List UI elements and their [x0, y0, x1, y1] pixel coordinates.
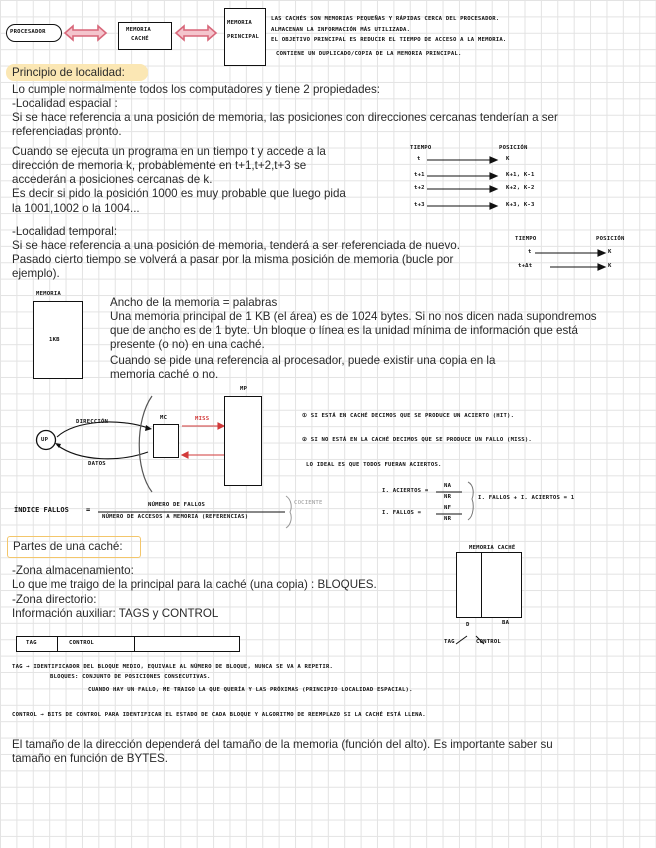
tbl2-header-time: TIEMPO: [515, 236, 537, 242]
cache-ba-label: BA: [502, 620, 510, 626]
temporal-text-2: Pasado cierto tiempo se volverá a pasar por la misma posición de memoria (bucle por: [12, 253, 454, 266]
cache-note-4: CONTIENE UN DUPLICADO/COPIA DE LA MEMORIA PRINCIPAL.: [276, 51, 462, 57]
tbl2-header-pos: POSICIÓN: [596, 236, 625, 242]
up-label: UP: [41, 437, 49, 443]
tbl1-row-pos: K+2, K-2: [506, 185, 535, 191]
tbl1-row-pos: K: [506, 156, 510, 162]
formula-num: NÚMERO DE FALLOS: [148, 502, 206, 508]
zone-directory-desc: Información auxiliar: TAGS y CONTROL: [12, 607, 219, 620]
sum-note: I. FALLOS + I. ACIERTOS = 1: [478, 495, 575, 501]
spatial-text-1: Si se hace referencia a una posición de memoria, las posiciones con direcciones cercanas tenderían a ser: [12, 111, 558, 124]
cache-diagram-divider: [481, 553, 482, 617]
tag-control-divider: [57, 637, 58, 651]
zone-directory-title: -Zona directorio:: [12, 593, 97, 606]
mp-label: MP: [240, 386, 248, 392]
cache-mc-box: [153, 424, 179, 458]
direccion-label: DIRECCIÓN: [76, 419, 109, 425]
tbl1-header-time: TIEMPO: [410, 145, 432, 151]
cache-control-label: CONTROL: [476, 639, 501, 645]
control-note: CONTROL → BITS DE CONTROL PARA IDENTIFICAR EL ESTADO DE CADA BLOQUE Y ALGORITMO DE REEMPLAZO SI LA CACHÉ ESTÁ LLENA.: [12, 712, 426, 718]
cache-note-1: LAS CACHÉS SON MEMORIAS PEQUEÑAS Y RÁPIDAS CERCA DEL PROCESADOR.: [271, 16, 500, 22]
final-text-2: tamaño en función de BYTES.: [12, 752, 168, 765]
memory-text-2: Una memoria principal de 1 KB (el área) es de 1024 bytes. Si no nos dicen nada supondremos: [110, 310, 597, 323]
tbl1-header-pos: POSICIÓN: [499, 145, 528, 151]
control-cell-label: CONTROL: [69, 640, 94, 646]
locality-heading: Principio de localidad:: [12, 66, 125, 79]
miss-note: ② SI NO ESTÁ EN LA CACHÉ DECIMOS QUE SE PRODUCE UN FALLO (MISS).: [302, 437, 532, 443]
aciertos-num: NA: [444, 483, 452, 489]
double-arrow-icon: [65, 26, 106, 40]
locality-intro: Lo cumple normalmente todos los computadores y tiene 2 propiedades:: [12, 83, 380, 96]
cache-diagram-title: MEMORIA CACHÉ: [469, 545, 516, 551]
memory-size: 1KB: [49, 337, 60, 343]
tag-control-divider: [134, 637, 135, 651]
aciertos-den: NR: [444, 494, 452, 500]
fallos-lhs: I. FALLOS =: [382, 510, 422, 516]
cache-tag-label: TAG: [444, 639, 455, 645]
cociente-label: COCIENTE: [294, 500, 323, 506]
spatial-text-2: referenciadas pronto.: [12, 125, 122, 138]
cache-label-1: MEMORIA: [126, 27, 151, 33]
formula-lhs: ÍNDICE FALLOS: [14, 506, 69, 514]
tbl1-row-pos: K+3, K-3: [506, 202, 535, 208]
tbl2-row-time: t+Δt: [518, 263, 533, 269]
double-arrow-icon: [176, 26, 216, 40]
mc-label: MC: [160, 415, 168, 421]
main-mp-box: [224, 396, 262, 486]
tag-control-strip: [16, 636, 240, 652]
main-memory-label-1: MEMORIA: [227, 20, 252, 26]
temporal-text-1: Si se hace referencia a una posición de memoria, tenderá a ser referenciada de nuevo.: [12, 239, 460, 252]
zone-storage-desc: Lo que me traigo de la principal para la caché (una copia) : BLOQUES.: [12, 578, 377, 591]
memory-text-3: que de ancho es de 1 byte. Un bloque o línea es la unidad mínima de información que está: [110, 324, 578, 337]
memory-text-6: memoria caché o no.: [110, 368, 219, 381]
fallos-num: NF: [444, 505, 452, 511]
example-2: dirección de memoria k, probablemente en t+1,t+2,t+3 se: [12, 159, 307, 172]
tbl2-row-time: t: [528, 249, 532, 255]
miss-label: MISS: [195, 416, 210, 422]
cache-note-2: ALMACENAN LA INFORMACIÓN MÁS UTILIZADA.: [271, 27, 411, 33]
formula-den: NÚMERO DE ACCESOS A MEMORIA (REFERENCIAS): [102, 514, 249, 520]
tag-note-3: CUANDO HAY UN FALLO, ME TRAIGO LA QUE QUERÍA Y LAS PRÓXIMAS (PRINCIPIO LOCALIDAD ESPACIAL).: [88, 687, 413, 693]
temporal-title: -Localidad temporal:: [12, 225, 118, 238]
tag-note-1: TAG → IDENTIFICADOR DEL BLOQUE MEDIO, EQUIVALE AL NÚMERO DE BLOQUE, NUNCA SE VA A REPETIR.: [12, 664, 334, 670]
tbl1-row-time: t+2: [414, 185, 425, 191]
memory-text-4: presente (o no) en una caché.: [110, 338, 265, 351]
example-1: Cuando se ejecuta un programa en un tiempo t y accede a la: [12, 145, 326, 158]
tbl1-row-pos: K+1, K-1: [506, 172, 535, 178]
example-5: la 1001,1002 o la 1004...: [12, 202, 140, 215]
cache-d-label: D: [466, 622, 470, 628]
cache-diagram-box: [456, 552, 522, 618]
memory-text-5: Cuando se pide una referencia al procesador, puede existir una copia en la: [110, 354, 496, 367]
tbl2-row-pos: K: [608, 263, 612, 269]
aciertos-lhs: I. ACIERTOS =: [382, 488, 429, 494]
temporal-text-3: ejemplo).: [12, 267, 60, 280]
example-3: accederán a posiciones cercanas de k.: [12, 173, 213, 186]
zone-storage-title: -Zona almacenamiento:: [12, 564, 134, 577]
tbl1-row-time: t: [417, 156, 421, 162]
memory-label: MEMORIA: [36, 291, 61, 297]
tbl1-row-time: t+1: [414, 172, 425, 178]
main-memory-label-2: PRINCIPAL: [227, 34, 260, 40]
cache-label-2: CACHÉ: [131, 36, 149, 42]
spatial-title: -Localidad espacial :: [12, 97, 118, 110]
fallos-den: NR: [444, 516, 452, 522]
example-4: Es decir si pido la posición 1000 es muy probable que luego pida: [12, 187, 346, 200]
ideal-note: LO IDEAL ES QUE TODOS FUERAN ACIERTOS.: [306, 462, 442, 468]
datos-label: DATOS: [88, 461, 106, 467]
cache-note-3: EL OBJETIVO PRINCIPAL ES REDUCIR EL TIEMPO DE ACCESO A LA MEMORIA.: [271, 37, 507, 43]
parts-heading: Partes de una caché:: [13, 540, 123, 553]
processor-label: PROCESADOR: [10, 29, 46, 35]
tbl1-row-time: t+3: [414, 202, 425, 208]
memory-text-1: Ancho de la memoria = palabras: [110, 296, 278, 309]
tag-note-2: BLOQUES: CONJUNTO DE POSICIONES CONSECUTIVAS.: [50, 674, 211, 680]
tag-cell-label: TAG: [26, 640, 37, 646]
hit-note: ① SI ESTÁ EN CACHÉ DECIMOS QUE SE PRODUCE UN ACIERTO (HIT).: [302, 413, 515, 419]
final-text-1: El tamaño de la dirección dependerá del tamaño de la memoria (función del alto). Es importante saber su: [12, 738, 553, 751]
formula-eq: =: [86, 506, 91, 514]
tbl2-row-pos: K: [608, 249, 612, 255]
